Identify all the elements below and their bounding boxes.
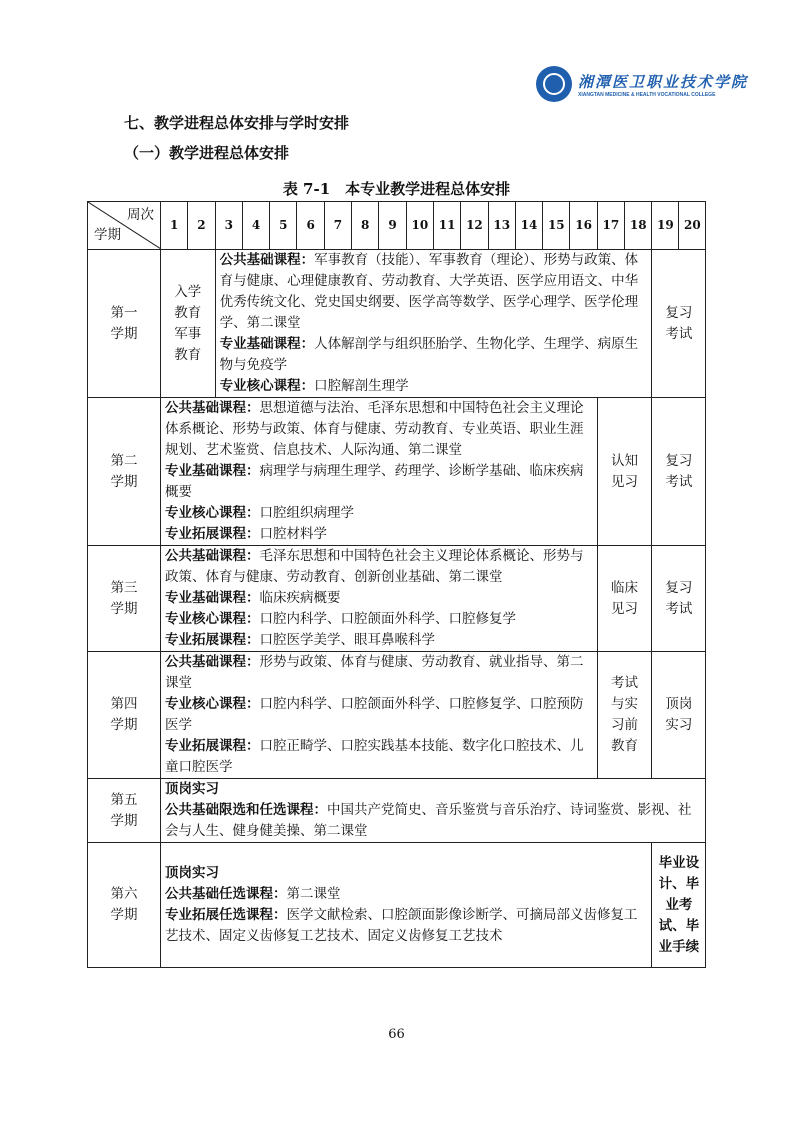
term-row (88, 779, 706, 843)
course-category: 专业基础课程： (165, 463, 260, 479)
week-header: 5 (270, 202, 297, 250)
course-category: 专业拓展课程： (165, 738, 260, 754)
course-list: 口腔内科学、口腔颌面外科学、口腔修复学、口腔预防医学 (165, 696, 584, 733)
week-header: 6 (297, 202, 324, 250)
practice-cell (597, 398, 652, 546)
course-category: 专业基础课程： (219, 336, 315, 352)
term-label-text: 第四学期 (110, 696, 138, 733)
week-header: 20 (679, 202, 706, 250)
corner-cell: 周次 学期 (88, 202, 161, 250)
week-header: 16 (570, 202, 597, 250)
course-line (165, 800, 701, 842)
week-header: 8 (352, 202, 379, 250)
term-row (88, 546, 706, 652)
course-category: 专业核心课程： (219, 378, 315, 394)
end-activity-cell-text: 顶岗实习 (665, 696, 693, 733)
course-content-cell (215, 250, 652, 398)
term-label-text: 第二学期 (110, 452, 138, 490)
week-header: 12 (461, 202, 488, 250)
term-label (88, 843, 161, 968)
course-list: 临床疾病概要 (259, 590, 341, 606)
end-activity-cell (652, 546, 706, 652)
course-category: 专业拓展课程： (165, 526, 260, 542)
course-category: 公共基础课程： (165, 654, 260, 670)
course-line (165, 546, 593, 588)
practice-cell (597, 652, 652, 779)
course-line (165, 884, 647, 905)
term-label (88, 652, 161, 779)
course-content-cell (161, 398, 598, 546)
course-list: 中国共产党简史、音乐鉴赏与音乐治疗、诗词鉴赏、影视、社会与人生、健身健美操、第二课堂 (165, 802, 692, 839)
term-label (88, 398, 161, 546)
header-row (88, 202, 706, 250)
end-activity-cell (652, 652, 706, 779)
course-line (165, 736, 593, 778)
week-header: 10 (406, 202, 433, 250)
course-category: 公共基础课程： (165, 548, 260, 564)
week-header: 19 (652, 202, 679, 250)
term-label-text: 第五学期 (110, 791, 138, 829)
term-row (88, 652, 706, 779)
section-title: 七、教学进程总体安排与学时安排 (124, 114, 350, 132)
course-line (220, 334, 648, 376)
term-label (88, 546, 161, 652)
course-line (165, 609, 593, 630)
college-seal-icon (536, 66, 572, 102)
course-category: 公共基础任选课程： (165, 886, 287, 902)
week-header: 11 (433, 202, 460, 250)
term-label-text: 第三学期 (110, 579, 138, 617)
practice-cell-text: 临床见习 (611, 579, 639, 617)
pre-activity-cell (161, 250, 216, 398)
end-activity-cell (652, 398, 706, 546)
course-category: 专业核心课程： (165, 696, 260, 712)
logo-cn: 湘潭医卫职业技术学院 (578, 72, 749, 91)
course-line (165, 588, 593, 609)
course-list: 思想道德与法治、毛泽东思想和中国特色社会主义理论体系概论、形势与政策、体育与健康、劳动教育、专业英语、职业生涯规划、艺术鉴赏、信息技术、人际沟通、第二课堂 (165, 400, 584, 458)
course-category: 公共基础限选和任选课程： (165, 802, 327, 818)
course-line (165, 905, 647, 947)
course-list: 形势与政策、体育与健康、劳动教育、就业指导、第二课堂 (165, 654, 584, 691)
table-caption: 表 7-1 本专业教学进程总体安排 (282, 180, 511, 198)
end-activity-cell-text: 毕业设计、毕业考试、毕业手续 (658, 854, 700, 955)
course-list: 口腔组织病理学 (259, 505, 354, 521)
week-header: 3 (215, 202, 242, 250)
course-list: 第二课堂 (286, 886, 341, 902)
course-category: 专业核心课程： (165, 505, 260, 521)
course-content-cell (161, 546, 598, 652)
course-list: 人体解剖学与组织胚胎学、生物化学、生理学、病原生物与免疫学 (219, 336, 639, 373)
course-list: 口腔解剖生理学 (314, 378, 409, 394)
course-line (220, 376, 648, 397)
course-category: 顶岗实习 (165, 865, 219, 881)
course-list: 毛泽东思想和中国特色社会主义理论体系概论、形势与政策、体育与健康、劳动教育、创新创业基础、第二课堂 (165, 548, 584, 585)
course-content-cell (161, 843, 652, 968)
course-category: 专业拓展任选课程： (165, 907, 287, 923)
term-label (88, 250, 161, 398)
week-header: 9 (379, 202, 406, 250)
page-number: 66 (388, 1027, 405, 1042)
course-line (165, 652, 593, 694)
course-line (165, 503, 593, 524)
course-line (220, 250, 648, 334)
week-header: 13 (488, 202, 515, 250)
schedule-table (87, 201, 706, 968)
term-row (88, 398, 706, 546)
week-header: 1 (161, 202, 188, 250)
course-content-cell (161, 779, 706, 843)
practice-cell-text: 考试与实习前教育 (611, 675, 639, 754)
end-activity-cell-text: 复习考试 (665, 579, 693, 617)
end-activity-cell (652, 843, 706, 968)
end-activity-cell-text: 复习考试 (665, 304, 693, 342)
course-list: 病理学与病理生理学、药理学、诊断学基础、临床疾病概要 (165, 463, 584, 500)
week-header: 14 (515, 202, 542, 250)
course-list: 医学文献检索、口腔颌面影像诊断学、可摘局部义齿修复工艺技术、固定义齿修复工艺技术、固定义齿修复工艺技术 (165, 907, 638, 944)
course-content-cell (161, 652, 598, 779)
course-line (165, 694, 593, 736)
course-line (165, 630, 593, 651)
course-category: 顶岗实习 (165, 781, 219, 797)
subsection-title: （一）教学进程总体安排 (124, 144, 290, 162)
term-label (88, 779, 161, 843)
course-category: 公共基础课程： (219, 252, 315, 268)
course-list: 军事教育（技能）、军事教育（理论）、形势与政策、体育与健康、心理健康教育、劳动教育、大学英语、医学应用语文、中华优秀传统文化、党史国史纲要、医学高等数学、医学心理学、医学伦理学、第二课堂 (219, 252, 639, 331)
course-category: 专业拓展课程： (165, 632, 260, 648)
course-line (165, 461, 593, 503)
pre-activity-cell-text: 入学教育军事教育 (174, 283, 202, 363)
course-list: 口腔内科学、口腔颌面外科学、口腔修复学 (259, 611, 516, 627)
course-category: 公共基础课程： (165, 400, 260, 416)
week-header: 4 (242, 202, 269, 250)
course-line (165, 398, 593, 461)
course-category: 专业基础课程： (165, 590, 260, 606)
logo-en: XIANGTAN MEDICINE & HEALTH VOCATIONAL COLLEGE (578, 91, 716, 98)
course-line (165, 524, 593, 545)
week-header: 17 (597, 202, 624, 250)
college-logo (536, 66, 748, 102)
course-line (165, 779, 701, 800)
end-activity-cell (652, 250, 706, 398)
term-label-text: 第一学期 (110, 304, 138, 342)
course-list: 口腔正畸学、口腔实践基本技能、数字化口腔技术、儿童口腔医学 (165, 738, 584, 775)
week-header: 7 (324, 202, 351, 250)
week-header: 18 (625, 202, 652, 250)
practice-cell-text: 认知见习 (611, 452, 639, 490)
term-row (88, 843, 706, 968)
course-list: 口腔材料学 (259, 526, 327, 542)
course-category: 专业核心课程： (165, 611, 260, 627)
end-activity-cell-text: 复习考试 (665, 452, 693, 490)
week-header: 15 (543, 202, 570, 250)
term-row (88, 250, 706, 398)
week-header: 2 (188, 202, 215, 250)
term-label-text: 第六学期 (110, 886, 138, 923)
course-list: 口腔医学美学、眼耳鼻喉科学 (259, 632, 435, 648)
practice-cell (597, 546, 652, 652)
course-line (165, 863, 647, 884)
